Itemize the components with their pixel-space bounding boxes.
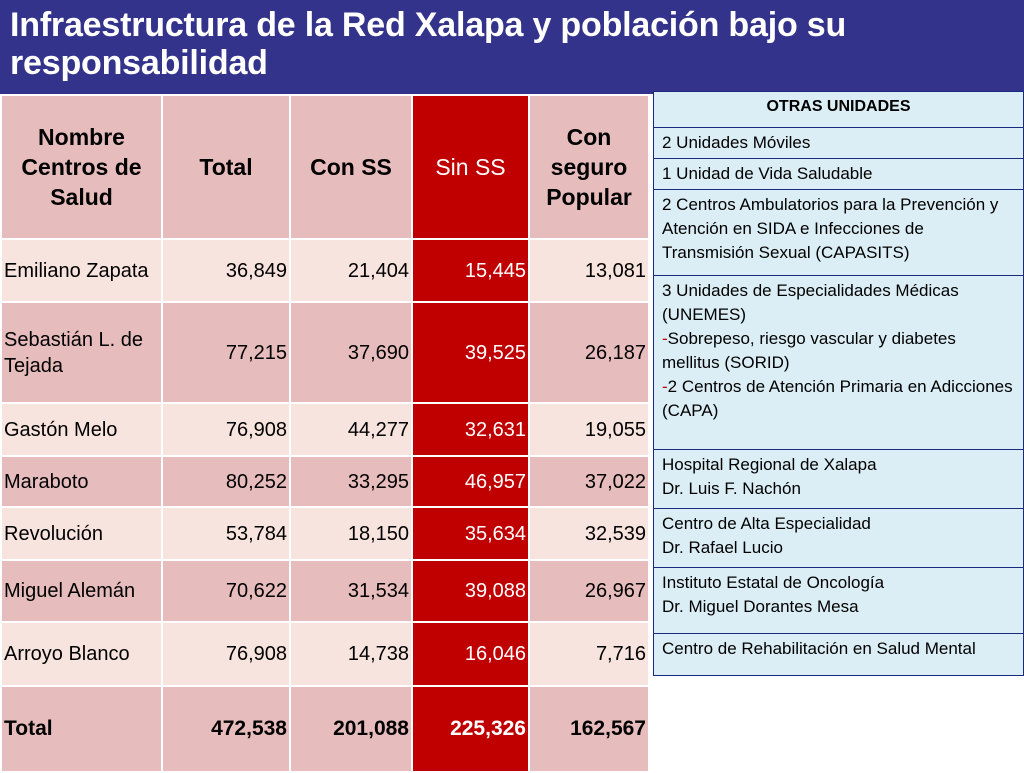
cell-con-ss: 37,690: [291, 303, 411, 402]
unit-item-healthy-life: 1 Unidad de Vida Saludable: [654, 159, 1024, 190]
cell-popular: 162,567: [530, 687, 648, 771]
cell-name: Gastón Melo: [2, 404, 161, 455]
unit-item-capasits: 2 Centros Ambulatorios para la Prevención y Atención en SIDA e Infecciones de Transmisión Sexual (CAPASITS): [654, 190, 1024, 276]
oncology-name: Instituto Estatal de Oncología: [662, 573, 885, 592]
cell-con-ss: 21,404: [291, 240, 411, 301]
column-header-con-ss: Con SS: [291, 96, 411, 238]
unemes-capa: Centros de Atención Primaria en Adicciones (CAPA): [662, 377, 1013, 420]
table-row: [2, 623, 648, 685]
unit-item-unemes: [654, 276, 1024, 450]
bullet-dash: -: [662, 377, 668, 396]
cell-total: 77,215: [163, 303, 289, 402]
cell-popular: 32,539: [530, 508, 648, 559]
cell-popular: 19,055: [530, 404, 648, 455]
column-header-sin-ss: Sin SS: [413, 96, 528, 238]
high-specialty-doctor: Dr. Rafael Lucio: [662, 538, 783, 557]
unit-item-rehab: Centro de Rehabilitación en Salud Mental: [654, 634, 1024, 676]
cell-con-ss: 201,088: [291, 687, 411, 771]
cell-name: Revolución: [2, 508, 161, 559]
unit-item-oncology: [654, 568, 1024, 634]
oncology-doctor: Dr. Miguel Dorantes Mesa: [662, 597, 859, 616]
column-header-popular: Con seguro Popular: [530, 96, 648, 238]
cell-con-ss: 31,534: [291, 561, 411, 621]
other-units-panel: [653, 91, 1024, 676]
slide-header: [0, 0, 1024, 94]
table-row: [2, 303, 648, 402]
table-row: [2, 240, 648, 301]
unit-item-high-specialty: [654, 509, 1024, 568]
health-centers-table: [0, 94, 650, 773]
cell-popular: 13,081: [530, 240, 648, 301]
unemes-capa-count: 2: [667, 377, 678, 396]
cell-total: 76,908: [163, 623, 289, 685]
bullet-dash: -: [662, 329, 668, 348]
unemes-sorid: Sobrepeso, riesgo vascular y diabetes mellitus (SORID): [662, 329, 956, 372]
cell-name: Miguel Alemán: [2, 561, 161, 621]
cell-con-ss: 44,277: [291, 404, 411, 455]
table-row: [2, 508, 648, 559]
cell-popular: 26,187: [530, 303, 648, 402]
cell-total: 70,622: [163, 561, 289, 621]
table-header-row: [2, 96, 648, 238]
cell-sin-ss: 15,445: [413, 240, 528, 301]
table-row: [2, 561, 648, 621]
slide-title: Infraestructura de la Red Xalapa y población bajo su responsabilidad: [10, 6, 847, 82]
cell-popular: 26,967: [530, 561, 648, 621]
cell-name: Arroyo Blanco: [2, 623, 161, 685]
hospital-doctor: Dr. Luis F. Nachón: [662, 479, 801, 498]
cell-sin-ss: 32,631: [413, 404, 528, 455]
cell-sin-ss: 39,525: [413, 303, 528, 402]
cell-total: 36,849: [163, 240, 289, 301]
table-row: [2, 404, 648, 455]
cell-con-ss: 18,150: [291, 508, 411, 559]
cell-popular: 37,022: [530, 457, 648, 506]
cell-name: Emiliano Zapata: [2, 240, 161, 301]
cell-total: 80,252: [163, 457, 289, 506]
column-header-total: Total: [163, 96, 289, 238]
cell-sin-ss: 16,046: [413, 623, 528, 685]
cell-sin-ss: 39,088: [413, 561, 528, 621]
cell-name: Total: [2, 687, 161, 771]
unemes-intro: 3 Unidades de Especialidades Médicas (UNEMES): [662, 281, 959, 324]
cell-name: Sebastián L. de Tejada: [2, 303, 161, 402]
high-specialty-name: Centro de Alta Especialidad: [662, 514, 871, 533]
table-row: [2, 457, 648, 506]
other-units-heading: OTRAS UNIDADES: [654, 92, 1024, 128]
cell-total: 76,908: [163, 404, 289, 455]
column-header-name: Nombre Centros de Salud: [2, 96, 161, 238]
cell-name: Maraboto: [2, 457, 161, 506]
unit-item-mobile: 2 Unidades Móviles: [654, 128, 1024, 159]
cell-total: 472,538: [163, 687, 289, 771]
unit-item-hospital: [654, 450, 1024, 509]
cell-total: 53,784: [163, 508, 289, 559]
cell-popular: 7,716: [530, 623, 648, 685]
cell-sin-ss: 35,634: [413, 508, 528, 559]
table-total-row: [2, 687, 648, 771]
cell-sin-ss: 225,326: [413, 687, 528, 771]
hospital-name: Hospital Regional de Xalapa: [662, 455, 877, 474]
cell-sin-ss: 46,957: [413, 457, 528, 506]
cell-con-ss: 14,738: [291, 623, 411, 685]
cell-con-ss: 33,295: [291, 457, 411, 506]
